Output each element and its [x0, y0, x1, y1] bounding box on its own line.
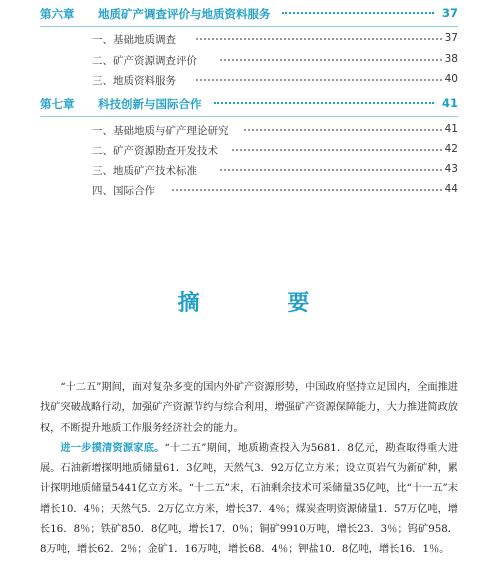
section-title: 一、基础地质调查 — [92, 34, 176, 46]
chapter-page-number: 41 — [441, 96, 458, 110]
toc-section[interactable] — [92, 53, 458, 67]
toc-section[interactable] — [92, 73, 458, 87]
toc-chapter-6[interactable] — [40, 6, 458, 22]
section-page-number: 38 — [444, 53, 458, 65]
chapter-title: 地质矿产调查评价与地质资料服务 — [98, 7, 271, 21]
section-title: 二、矿产资源调查评价 — [92, 55, 197, 67]
section-page-number: 41 — [444, 123, 458, 135]
abstract-body — [40, 378, 458, 561]
section-title: 三、地质资料服务 — [92, 75, 176, 87]
leader-dots — [214, 102, 434, 104]
section-title: 一、基础地质与矿产理论研究 — [92, 125, 229, 137]
chapter-page-number: 37 — [441, 6, 458, 20]
chapter-divider — [40, 116, 458, 117]
section-page-number: 43 — [444, 163, 458, 175]
chapter-divider — [40, 26, 458, 27]
section-page-number: 37 — [444, 32, 458, 44]
toc-chapter-7[interactable] — [40, 96, 458, 112]
leader-dots — [220, 59, 442, 61]
leader-dots — [196, 79, 442, 81]
chapter-label: 第六章 — [40, 7, 75, 21]
leader-dots — [232, 149, 442, 151]
toc-section[interactable] — [92, 163, 458, 177]
section-title: 四、国际合作 — [92, 185, 155, 197]
leader-dots — [196, 38, 442, 40]
toc-section[interactable] — [92, 143, 458, 157]
section-page-number: 44 — [444, 183, 458, 195]
section-title: 三、地质矿产技术标准 — [92, 165, 197, 177]
chapter-title: 科技创新与国际合作 — [98, 97, 202, 111]
leader-dots — [172, 189, 442, 191]
leader-dots — [220, 169, 442, 171]
paragraph-lead-highlight: 进一步摸清资源家底。 — [60, 442, 165, 454]
paragraph-body-text: “十二五”期间，地质勘查投入为5681．8亿元，勘查取得重大进展。石油新增探明地质储量61．3亿吨，天然气3．92万亿立方米；设立页岩气为新矿种，累计探明地质储量5441亿立方米。“十二五”末，石油剩余技术可采储量35亿吨，比“十一五”末增长10．4％；天然气5．2万亿立方米，增长37．4％；煤炭查明资源储量1．57万亿吨，增长16．8％；铁矿850．8亿吨，增长17．0％；铜矿9910万吨，增长23．3％；钨矿958．8万吨，增长62．2％；金矿1．16万吨，增长68．4％；钾盐10．8亿吨，增长16．1％。 — [40, 442, 459, 556]
toc-section[interactable] — [92, 32, 458, 46]
abstract-paragraph-1: “十二五”期间，面对复杂多变的国内外矿产资源形势，中国政府坚持立足国内，全面推进找矿突破战略行动，加强矿产资源节约与综合利用，增强矿产资源保障能力，大力推进简政放权，不断提升地质工作服务经济社会的能力。 — [40, 382, 458, 434]
section-title: 二、矿产资源勘查开发技术 — [92, 145, 218, 157]
abstract-paragraph-2 — [40, 439, 458, 561]
section-page-number: 40 — [444, 73, 458, 85]
toc-section[interactable] — [92, 183, 458, 197]
leader-dots — [244, 129, 442, 131]
leader-dots — [282, 12, 434, 14]
chapter-label: 第七章 — [40, 97, 75, 111]
abstract-heading: 摘 要 — [177, 291, 350, 316]
toc-section[interactable] — [92, 123, 458, 137]
section-page-number: 42 — [444, 143, 458, 155]
